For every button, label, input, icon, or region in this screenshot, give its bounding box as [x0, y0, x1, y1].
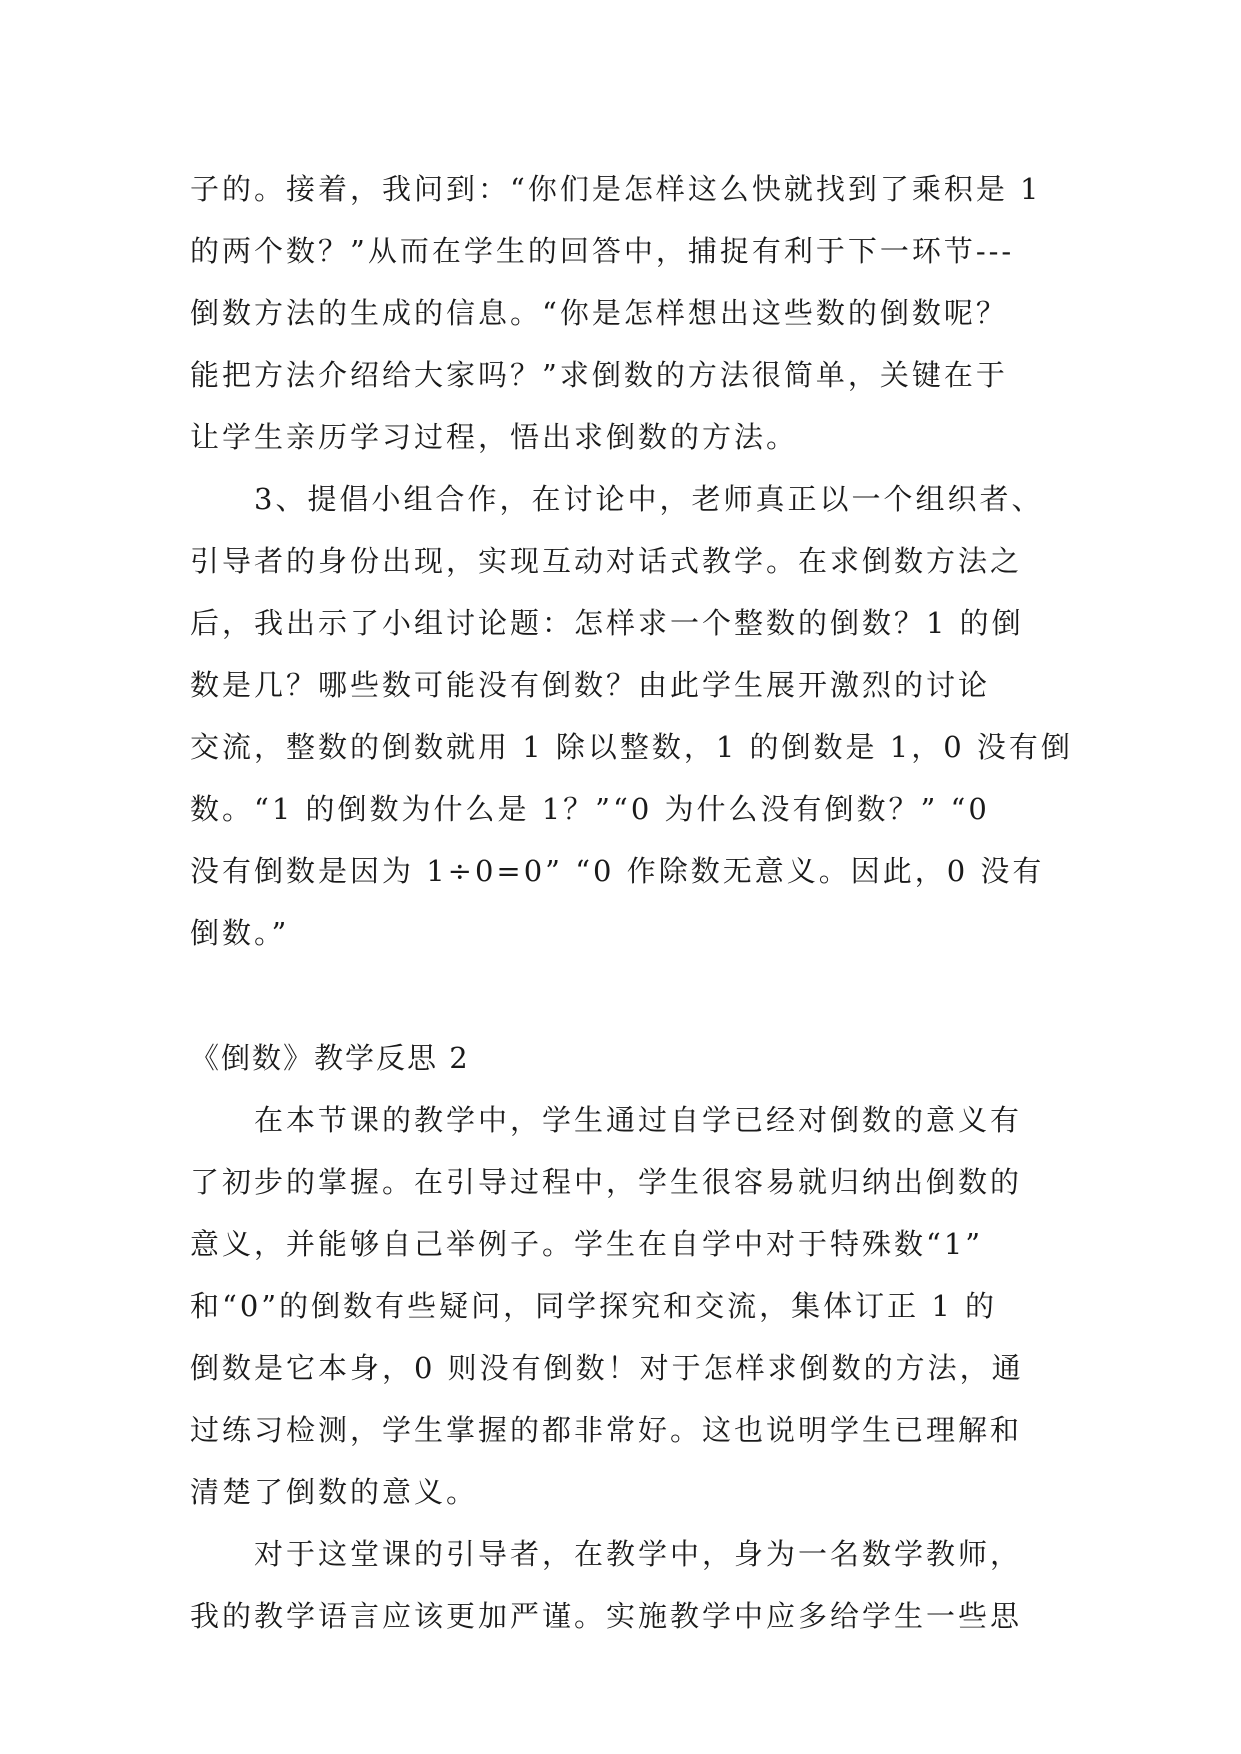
- text-line: 的两个数？”从而在学生的回答中，捕捉有利于下一环节---: [190, 234, 1015, 268]
- text-line: 后，我出示了小组讨论题：怎样求一个整数的倒数？1 的倒: [190, 606, 1024, 640]
- text-line: 倒数方法的生成的信息。“你是怎样想出这些数的倒数呢？: [190, 296, 1008, 330]
- text-line: 我的教学语言应该更加严谨。实施教学中应多给学生一些思: [190, 1599, 1023, 1633]
- text-line: 在本节课的教学中，学生通过自学已经对倒数的意义有: [254, 1103, 1023, 1137]
- text-line: 数。“1 的倒数为什么是 1？”“0 为什么没有倒数？” “0: [190, 792, 990, 826]
- text-line: 和“0”的倒数有些疑问，同学探究和交流，集体订正 1 的: [190, 1289, 997, 1323]
- text-line: 子的。接着，我问到：“你们是怎样这么快就找到了乘积是 1: [190, 172, 1042, 206]
- text-line: 意义，并能够自己举例子。学生在自学中对于特殊数“1”: [190, 1227, 984, 1261]
- text-line: 能把方法介绍给大家吗？”求倒数的方法很简单，关键在于: [190, 358, 1008, 392]
- text-line: 倒数是它本身，0 则没有倒数！对于怎样求倒数的方法，通: [190, 1351, 1024, 1385]
- paragraph-continuation: [190, 158, 1070, 468]
- text-line: 让学生亲历学习过程，悟出求倒数的方法。: [190, 420, 799, 454]
- text-line: 过练习检测，学生掌握的都非常好。这也说明学生已理解和: [190, 1413, 1023, 1447]
- paragraph-teacher-language: [190, 1523, 1070, 1647]
- text-line: 交流，整数的倒数就用 1 除以整数，1 的倒数是 1，0 没有倒: [190, 730, 1073, 764]
- text-line: 倒数。”: [190, 916, 290, 950]
- section-heading: 《倒数》教学反思 2: [190, 1041, 470, 1075]
- text-line: 3、提倡小组合作，在讨论中，老师真正以一个组织者、: [254, 482, 1044, 516]
- paragraph-reflection: [190, 1089, 1070, 1523]
- text-line: 引导者的身份出现，实现互动对话式教学。在求倒数方法之: [190, 544, 1023, 578]
- document-body: [190, 158, 1073, 1647]
- text-line: 对于这堂课的引导者，在教学中，身为一名数学教师，: [254, 1537, 1023, 1571]
- text-line: 没有倒数是因为 1÷0=0” “0 作除数无意义。因此，0 没有: [190, 854, 1045, 888]
- text-line: 清楚了倒数的意义。: [190, 1475, 479, 1509]
- paragraph-group-discussion: [190, 468, 1073, 964]
- text-line: 了初步的掌握。在引导过程中，学生很容易就归纳出倒数的: [190, 1165, 1023, 1199]
- section-spacer: [190, 964, 1070, 1027]
- text-line: 数是几？哪些数可能没有倒数？由此学生展开激烈的讨论: [190, 668, 991, 702]
